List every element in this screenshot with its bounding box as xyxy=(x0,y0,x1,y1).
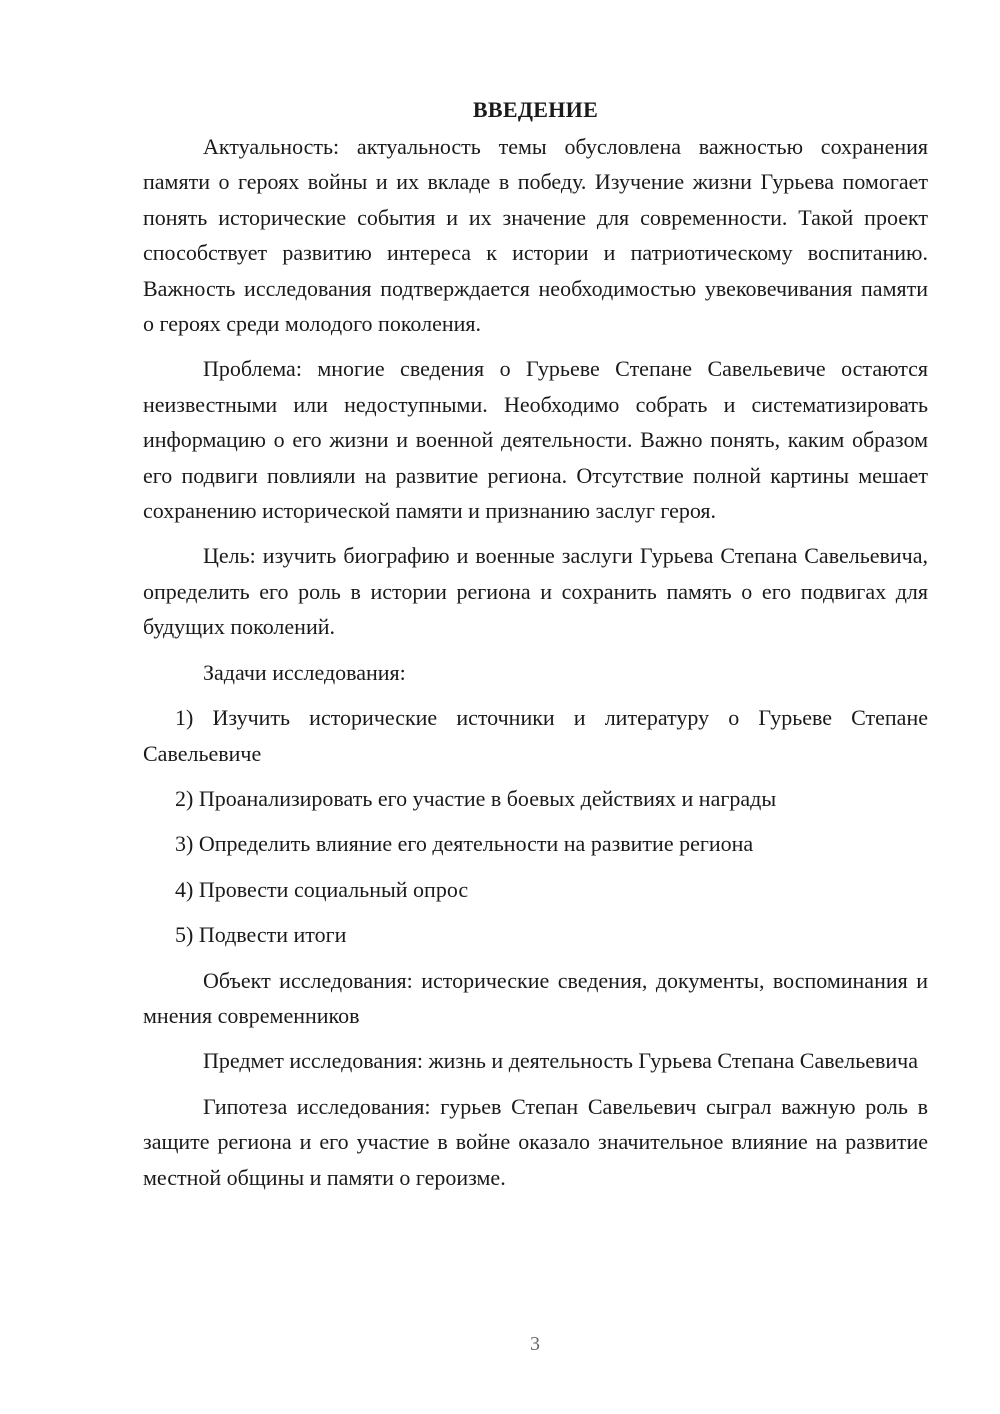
paragraph-goal: Цель: изучить биографию и военные заслуги Гурьева Степана Савельевича, определить его роль в истории региона и сохранить память о его подвигах для будущих поколений. xyxy=(143,543,928,640)
list-item: 5) Подвести итоги xyxy=(175,922,347,948)
section-heading: ВВЕДЕНИЕ xyxy=(472,97,599,122)
document-page xyxy=(143,92,928,1195)
page-number: 3 xyxy=(530,1333,540,1355)
tasks-list xyxy=(143,700,928,952)
list-item: 4) Провести социальный опрос xyxy=(175,876,469,902)
paragraph-problem: Проблема: многие сведения о Гурьеве Степане Савельевиче остаются неизвестными или недоступными. Необходимо собрать и систематизировать информацию о его жизни и военной деятельности. Важно понять, каким образом его подвиги повлияли на развитие региона. Отсутствие полной картины мешает сохранению исторической памяти и признанию заслуг героя. xyxy=(143,356,928,524)
list-item: 1) Изучить исторические источники и литературу о Гурьеве Степане Савельевиче xyxy=(143,705,928,766)
list-item: 3) Определить влияние его деятельности на развитие региона xyxy=(175,831,754,857)
paragraph-object: Объект исследования: исторические сведения, документы, воспоминания и мнения современников xyxy=(143,967,928,1028)
tasks-heading: Задачи исследования: xyxy=(203,659,406,685)
paragraph-hypothesis: Гипотеза исследования: гурьев Степан Савельевич сыграл важную роль в защите региона и его участие в войне оказало значительное влияние на развитие местной общины и памяти о героизме. xyxy=(143,1093,928,1190)
paragraph-subject: Предмет исследования: жизнь и деятельность Гурьева Степана Савельевича xyxy=(203,1048,918,1074)
paragraph-relevance: Актуальность: актуальность темы обусловлена важностью сохранения памяти о героях войны и их вкладе в победу. Изучение жизни Гурьева помогает понять исторические события и их значение для современности. Такой проект способствует развитию интереса к истории и патриотическому воспитанию. Важность исследования подтверждается необходимостью увековечивания памяти о героях среди молодого поколения. xyxy=(143,134,928,337)
list-item: 2) Проанализировать его участие в боевых действиях и награды xyxy=(175,785,777,811)
